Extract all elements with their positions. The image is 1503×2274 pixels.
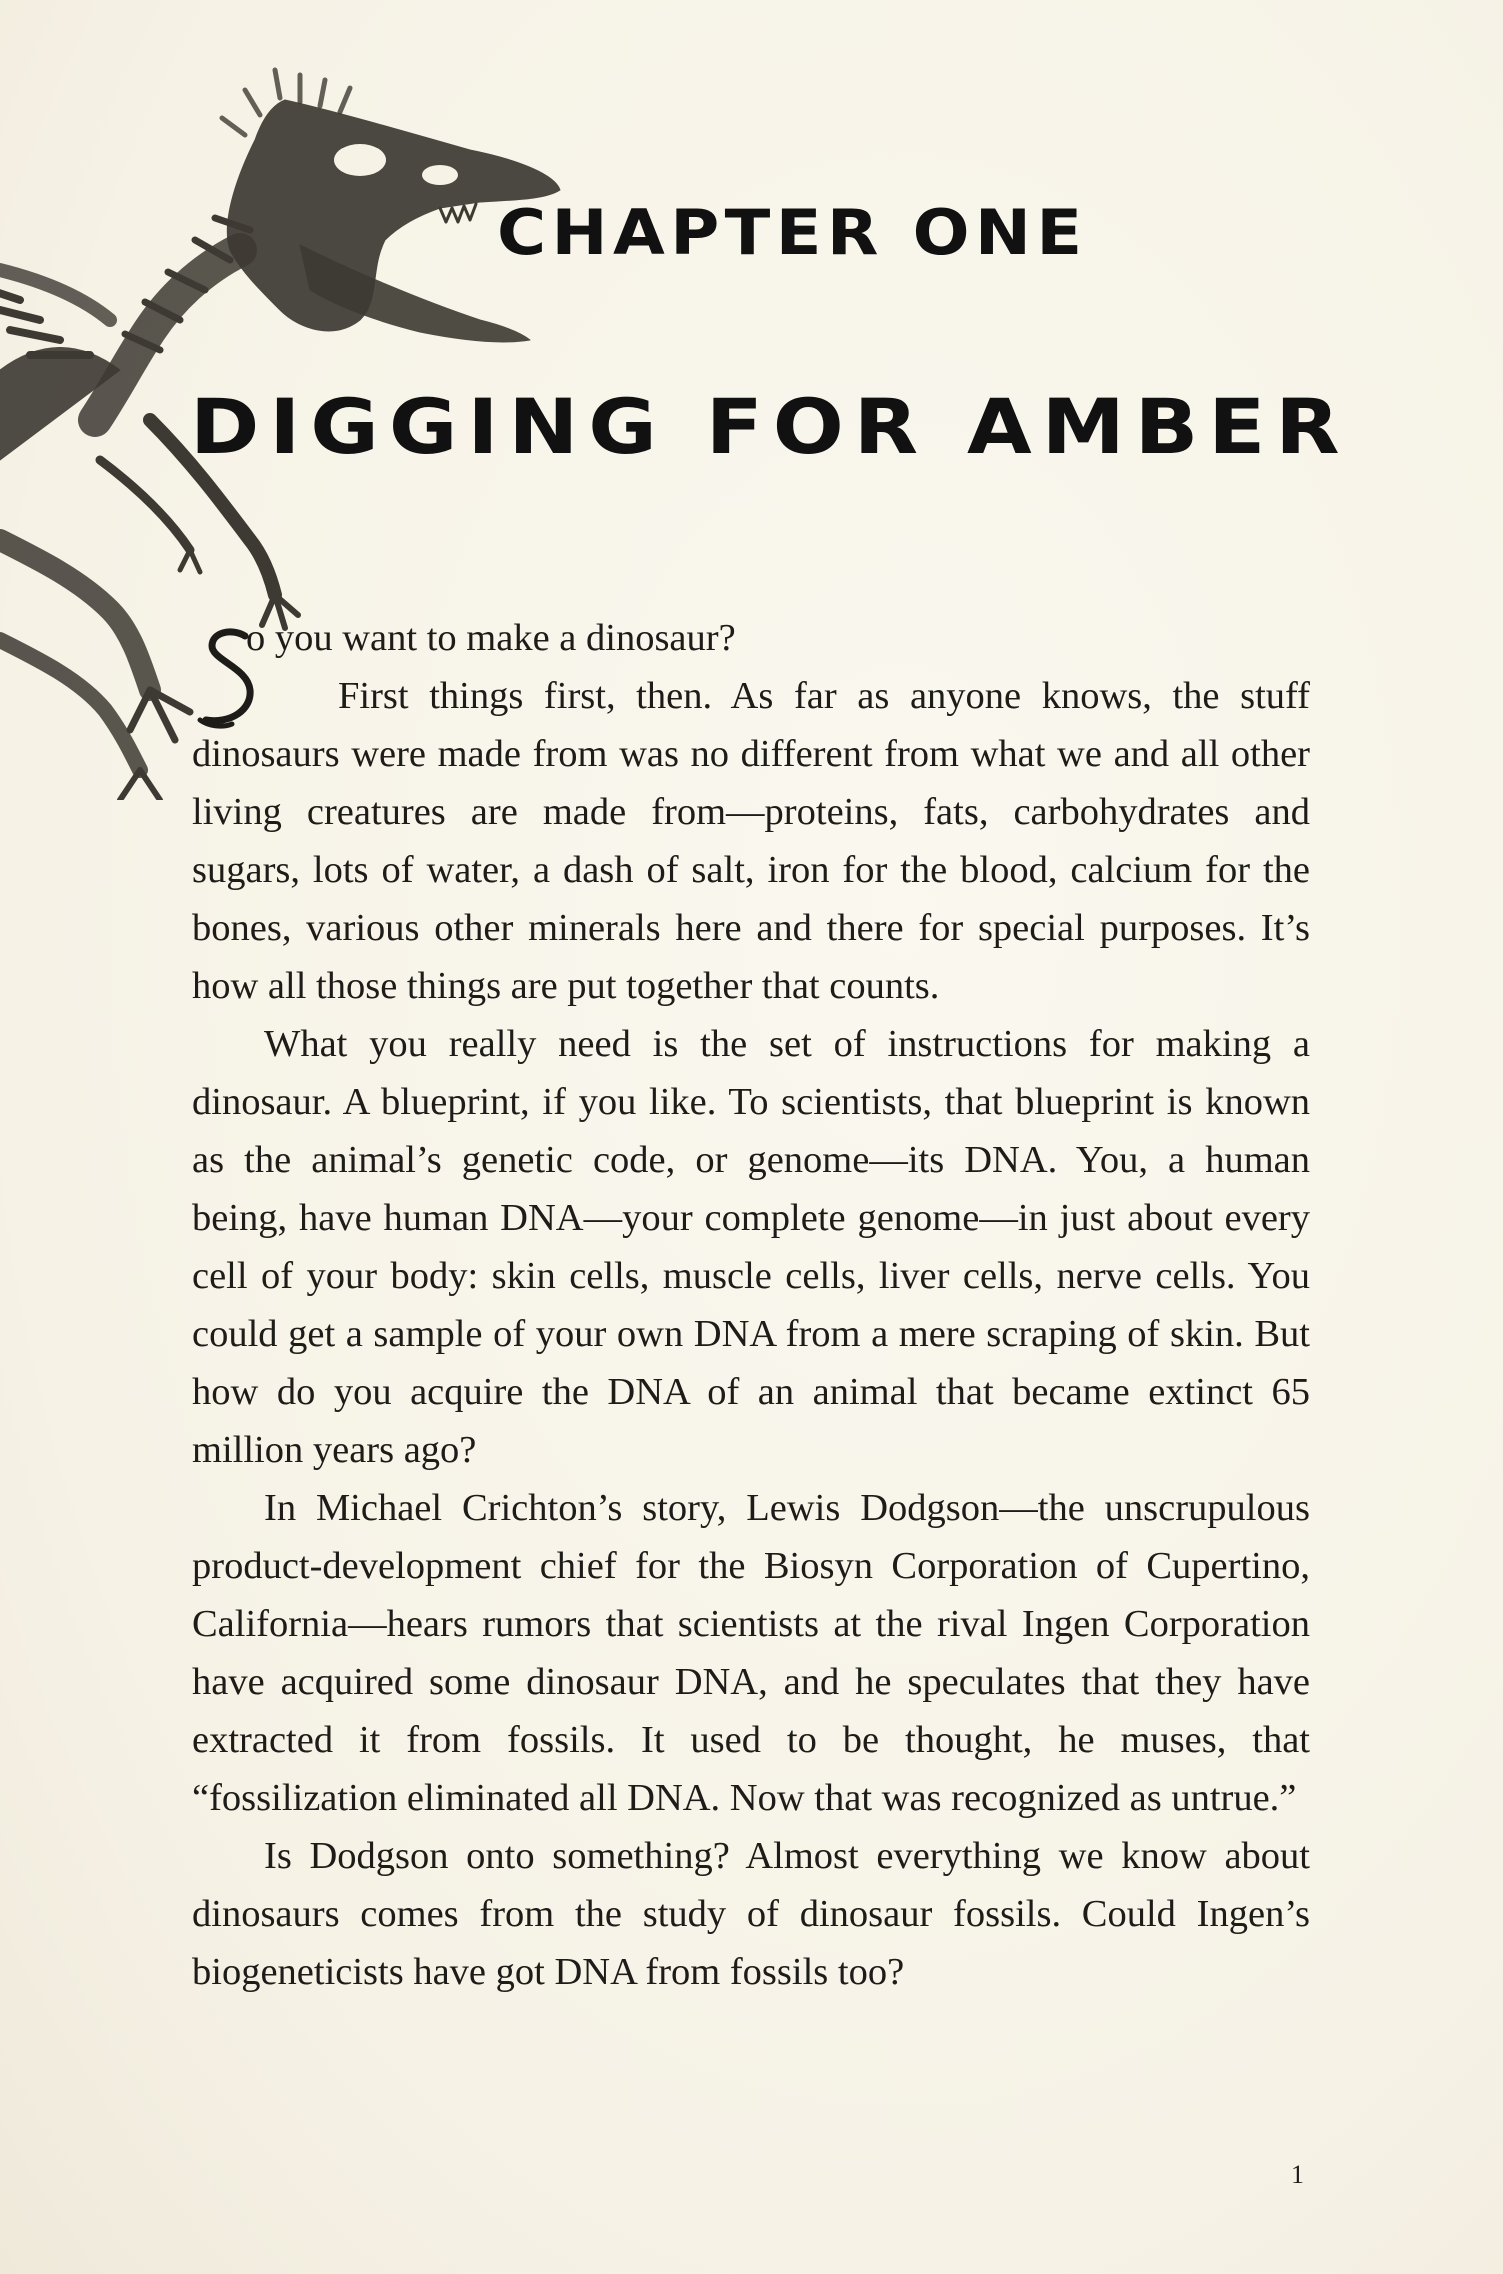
paragraph-1-first-line: o you want to make a dinosaur? bbox=[246, 617, 736, 659]
paragraph-2: What you really need is the set of instructions for making a dinosaur. A blueprint, if you like. To scientists, that blueprint is known as the animal’s genetic code, or genome—its DNA. You, a human being, have human DNA—your complete genome—in just about every cell of your body: skin cells, muscle cells, liver cells, nerve cells. You could get a sample of your own DNA from a mere scraping of skin. But how do you acquire the DNA of an animal that became extinct 65 million years ago? bbox=[192, 1023, 1310, 1471]
chapter-label: CHAPTER ONE bbox=[497, 196, 1088, 269]
paragraph-4: Is Dodgson onto something? Almost everything we know about dinosaurs comes from the study of dinosaur fossils. Could Ingen’s biogeneticists have got DNA from fossils too? bbox=[192, 1835, 1310, 1993]
body-text bbox=[192, 609, 1310, 2001]
paragraph-3: In Michael Crichton’s story, Lewis Dodgson—the unscrupulous product-development chief for the Biosyn Corporation of Cupertino, California—hears rumors that scientists at the rival Ingen Corporation have acquired some dinosaur DNA, and he speculates that they have extracted it from fossils. It used to be thought, he muses, that “fossilization eliminated all DNA. Now that was recognized as untrue.” bbox=[192, 1487, 1310, 1819]
paragraph-1 bbox=[192, 609, 1310, 1015]
chapter-title: DIGGING FOR AMBER bbox=[190, 382, 1350, 471]
page-number: 1 bbox=[1291, 2160, 1305, 2189]
paragraph-1-body: First things first, then. As far as anyone knows, the stuff dinosaurs were made from was no different from what we and all other living creatures are made from—proteins, fats, carbohydrates and sugars, lots of water, a dash of salt, iron for the blood, calcium for the bones, various other minerals here and there for special purposes. It’s how all those things are put together that counts. bbox=[192, 675, 1310, 1007]
